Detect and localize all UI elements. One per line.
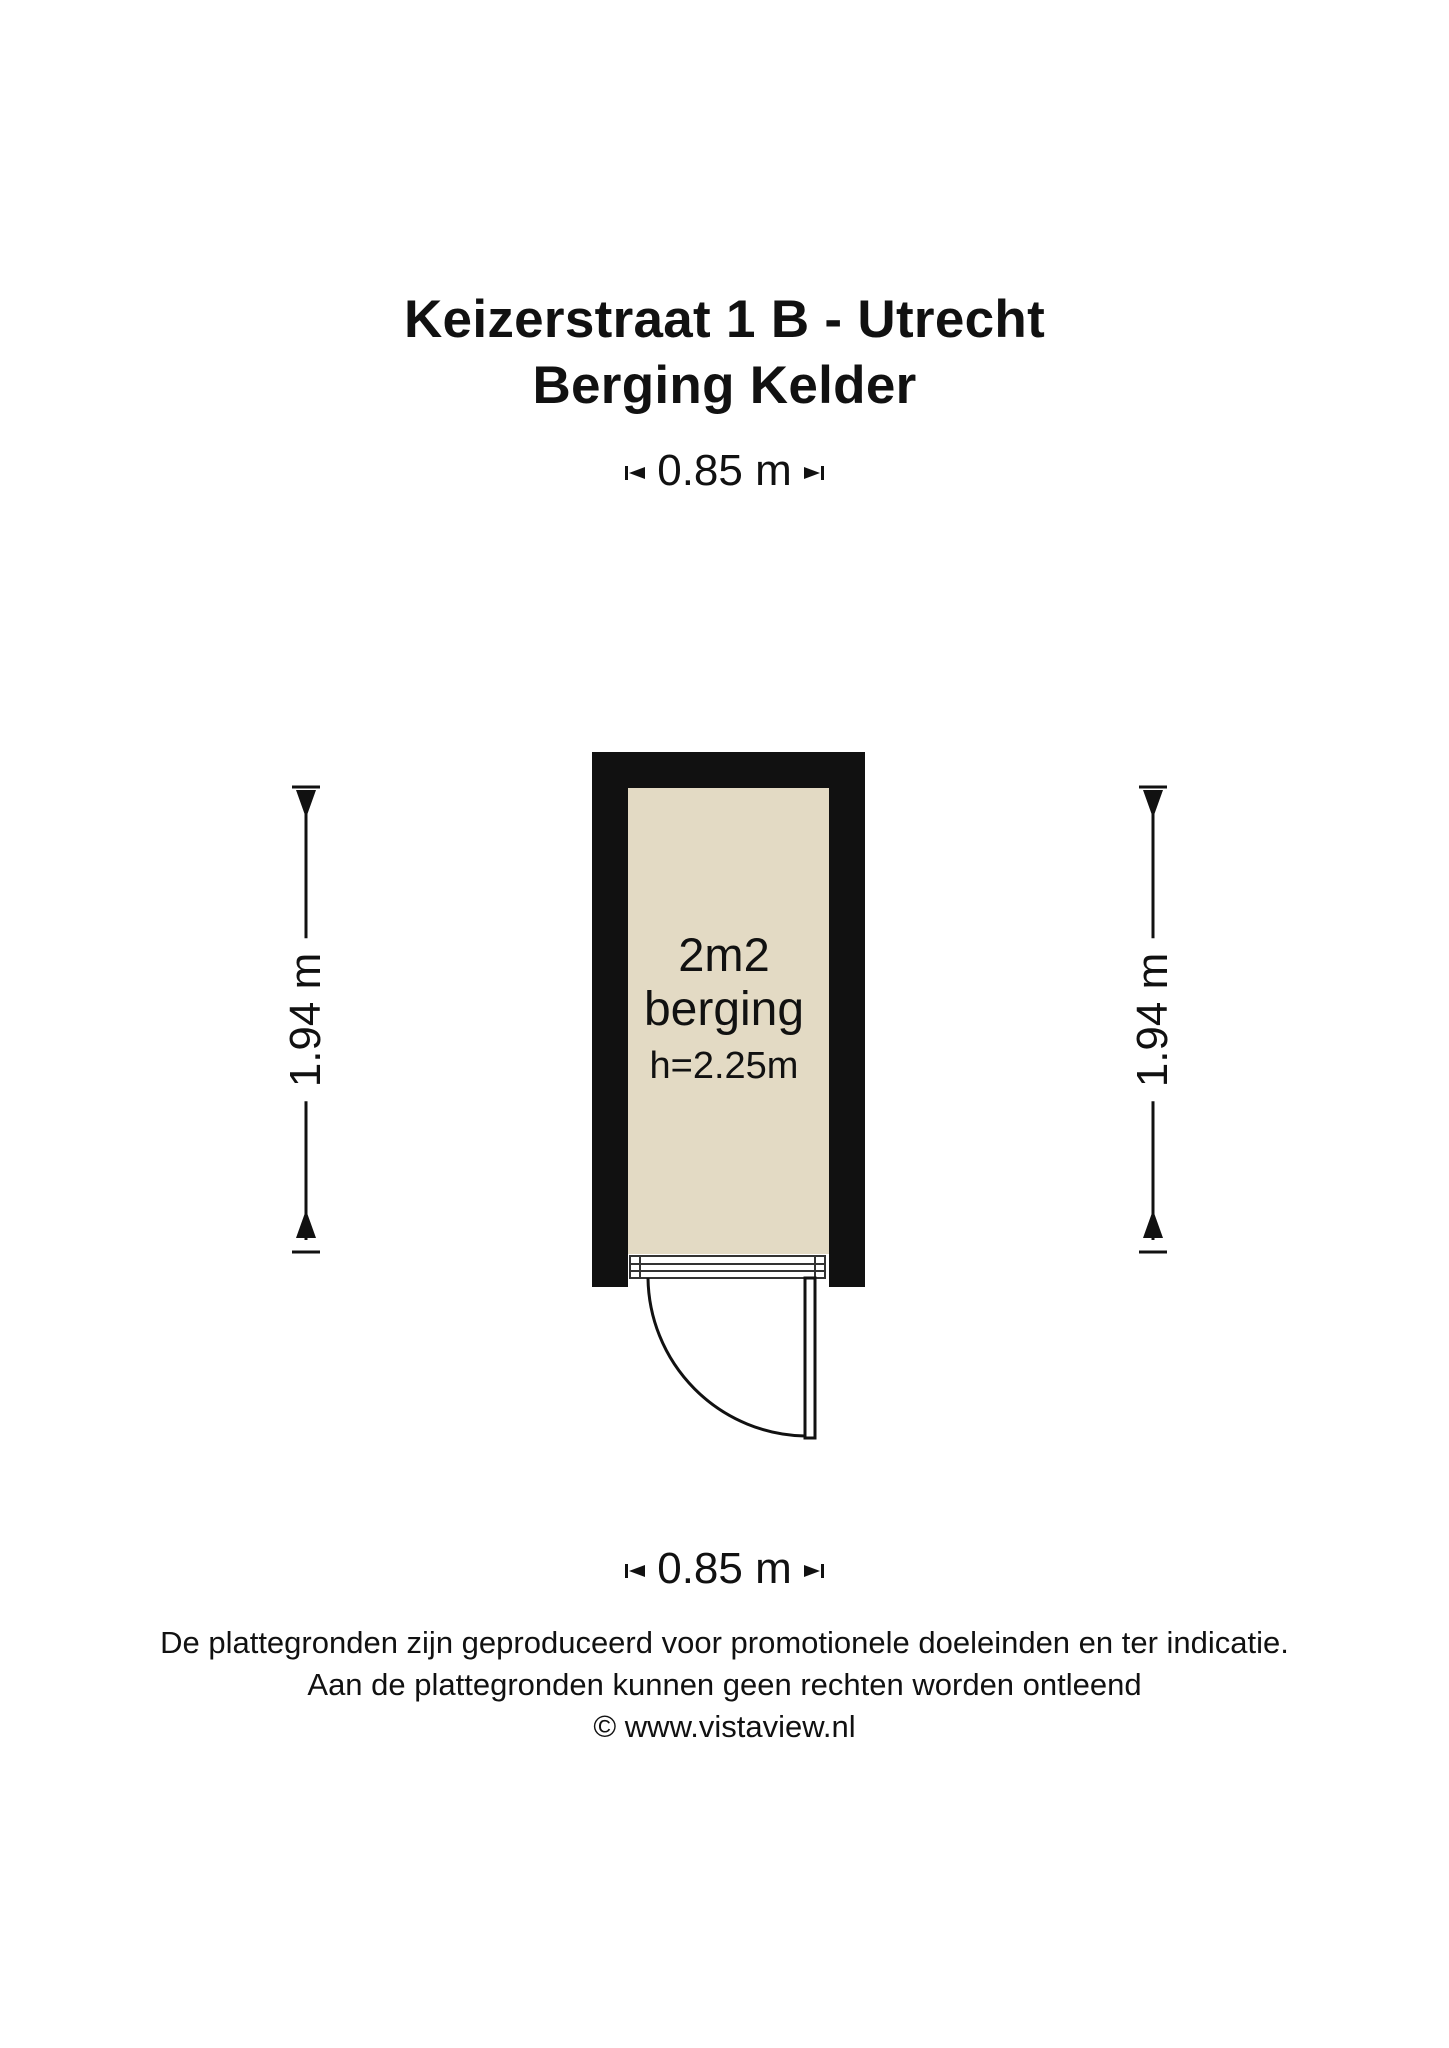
dimension-width-bottom: [0, 1544, 1449, 1594]
disclaimer-line-2: Aan de plattegronden kunnen geen rechten worden ontleend: [307, 1667, 1142, 1702]
room-name: berging: [643, 983, 805, 1036]
page-title: Keizerstraat 1 B - Utrecht: [403, 290, 1046, 349]
page-subtitle: Berging Kelder: [532, 356, 917, 415]
arrow-right-icon: [802, 1564, 824, 1578]
dimension-depth-left-label: 1.94 m: [281, 939, 331, 1102]
door-swing: [648, 1278, 815, 1438]
room-height: h=2.25m: [649, 1045, 799, 1087]
room-area: 2m2: [678, 928, 770, 981]
door-threshold: [630, 1256, 825, 1278]
disclaimer-line-1: De plattegronden zijn geproduceerd voor promotionele doeleinden en ter indicatie.: [160, 1625, 1289, 1660]
dimension-depth-right-label: 1.94 m: [1128, 939, 1178, 1102]
arrow-left-icon: [625, 1564, 647, 1578]
dimension-width-bottom-label: 0.85 m: [657, 1544, 792, 1593]
dimension-width-top-label: 0.85 m: [657, 446, 792, 495]
copyright-notice: © www.vistaview.nl: [593, 1709, 856, 1744]
